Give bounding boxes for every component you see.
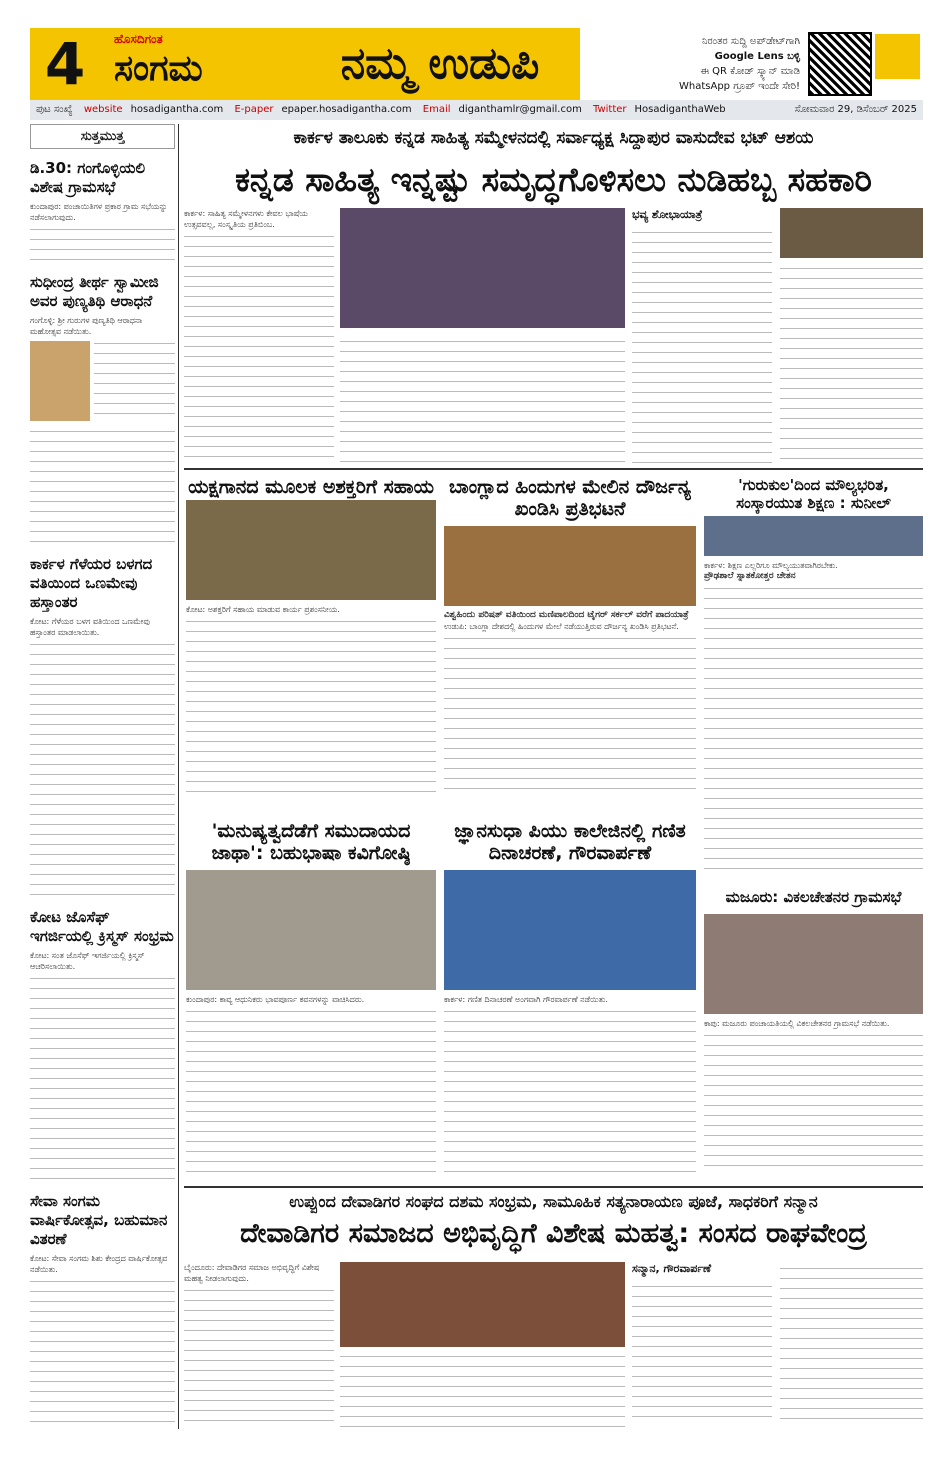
email-link[interactable]: diganthamlr@gmail.com [458,104,582,115]
text-lines [340,1350,625,1427]
text-lines [30,972,175,1182]
twitter-link[interactable]: HosadiganthaWeb [634,104,726,115]
story-text [704,1018,923,1178]
story-photo [444,870,696,990]
text-lines [184,1284,334,1427]
sidebar-text: ಕೋಟ: ಸೇವಾ ಸಂಗಮ ಶಿಶು ಕೇಂದ್ರದ ವಾರ್ಷಿಕೋತ್ಸವ ನಡೆಯಿತು. [30,1254,168,1274]
text-lines [780,262,923,462]
portrait-photo [30,341,90,421]
text-lines [30,638,175,898]
story-photo [704,516,923,556]
bottom-photo [340,1262,625,1347]
story-headline[interactable]: ಬಾಂಗ್ಲಾದ ಹಿಂದುಗಳ ಮೇಲಿನ ದೌರ್ಜನ್ಯ ಖಂಡಿಸಿ ಪ್ರತಿಭಟನೆ [449,476,691,520]
text-lines [444,1005,696,1175]
qr-line: ಈ QR ಕೋಡ್ ಸ್ಕ್ಯಾನ್ ಮಾಡಿ [700,66,800,77]
story-paragraph: ಕುಂದಾಪುರ: ಕಾವ್ಯ ಆಧುನಿಕರು ಭಾವಪೂರ್ಣ ಕವನಗಳನ್ನು ವಾಚಿಸಿದರು. [186,995,365,1004]
text-lines [30,1275,175,1425]
sidebar-headline[interactable]: ಕೋಟ ಜೊಸೆಫ್ ಇಗರ್ಜಿಯಲ್ಲಿ ಕ್ರಿಸ್ಮಸ್ ಸಂಭ್ರಮ [30,908,174,945]
sidebar-text: ಕುಂದಾಪುರ: ಪಂಚಾಯಿತಿಗಳ ಪ್ರಕಾರ ಗ್ರಾಮ ಸಭೆಯನ್ನು ನಡೆಸಲಾಗುವುದು. [30,202,168,222]
story-paragraph: ಕಾಪು: ಮಜೂರು ಪಂಚಾಯತಿಯಲ್ಲಿ ವಿಕಲಚೇತನರ ಗ್ರಾಮಸಭೆ ನಡೆಯಿತು. [704,1019,890,1028]
epaper-label: E-paper [234,104,274,115]
divider [184,468,923,470]
lead-subhead: ಭವ್ಯ ಶೋಭಾಯಾತ್ರೆ [632,208,703,221]
sidebar-text: ಕೋಟ: ಸಂತ ಜೊಸೆಫ್ ಇಗರ್ಜಿಯಲ್ಲಿ ಕ್ರಿಸ್ಮಸ್ ಆಚರಿಸಲಾಯಿತು. [30,951,145,971]
sidebar-headline[interactable]: ಸುಧೀಂದ್ರ ತೀರ್ಥ ಸ್ವಾಮೀಜಿ ಅವರ ಪುಣ್ಯತಿಥಿ ಆರಾಧನೆ [30,273,159,310]
story-text [186,994,436,1179]
story-photo [186,500,436,600]
story-headline[interactable]: ಜ್ಞಾನಸುಧಾ ಪಿಯು ಕಾಲೇಜಿನಲ್ಲಿ ಗಣಿತ ದಿನಾಚರಣೆ, ಗೌರವಾರ್ಪಣೆ [454,820,686,864]
story-paragraph: ಕಾರ್ಕಳ: ಗಣಿತ ದಿನಾಚರಣೆ ಅಂಗವಾಗಿ ಗೌರವಾರ್ಪಣೆ ನಡೆಯಿತು. [444,995,608,1004]
column-rule [178,124,179,1429]
lead-text [184,208,334,463]
story-text [444,994,696,1179]
bottom-headline[interactable]: ದೇವಾಡಿಗರ ಸಮಾಜದ ಅಭಿವೃದ್ಧಿಗೆ ವಿಶೇಷ ಮಹತ್ವ: ಸಂಸದ ರಾಘವೇಂದ್ರ [240,1218,867,1249]
website-link[interactable]: hosadigantha.com [130,104,224,115]
text-lines [30,425,175,545]
story-text [186,604,436,804]
lead-photo-2 [780,208,923,258]
issue-date: ಸೋಮವಾರ 29, ಡಿಸೆಂಬರ್ 2025 [794,104,917,115]
sidebar-text: ಕೋಟ: ಗೆಳೆಯರ ಬಳಗ ವತಿಯಿಂದ ಒಣಮೇವು ಹಸ್ತಾಂತರ ಮಾಡಲಾಯಿತು. [30,617,150,637]
story-headline[interactable]: ಮಜೂರು: ವಿಕಲಚೇತನರ ಗ್ರಾಮಸಭೆ [725,888,902,906]
brand-logo [100,28,300,100]
twitter-label: Twitter [593,104,627,115]
story-headline[interactable]: ಯಕ್ಷಗಾನದ ಮೂಲಕ ಅಶಕ್ತರಿಗೆ ಸಹಾಯ [188,476,434,498]
pages-label: ಪುಟ ಸಂಖ್ಯೆ [36,104,73,115]
website-label: website [83,104,123,115]
story-photo [704,914,923,1014]
lead-headline[interactable]: ಕನ್ನಡ ಸಾಹಿತ್ಯ ಇನ್ನಷ್ಟು ಸಮೃದ್ಧಗೊಳಿಸಲು ನುಡಿಹಬ್ಬ ಸಹಕಾರಿ [235,160,872,199]
sidebar-headline[interactable]: ಡಿ.30: ಗಂಗೊಳ್ಳಿಯಲಿ ವಿಶೇಷ ಗ್ರಾಮಸಭೆ [30,159,146,196]
story-paragraph: ಉಡುಪಿ: ಬಾಂಗ್ಲಾ ದೇಶದಲ್ಲಿ ಹಿಂದುಗಳ ಮೇಲೆ ನಡೆಯುತ್ತಿರುವ ದೌರ್ಜನ್ಯ ಖಂಡಿಸಿ ಪ್ರತಿಭಟನೆ. [444,622,679,631]
story-headline[interactable]: 'ಮನುಷ್ಯತ್ವದೆಡೆಗೆ ಸಮುದಾಯದ ಜಾಥಾ': ಬಹುಭಾಷಾ ಕವಿಗೋಷ್ಠಿ [211,820,411,864]
section-title: ನಮ್ಮ ಉಡುಪಿ [300,28,580,100]
lead-photo [340,208,625,328]
sidebar [30,124,175,1429]
story-text [444,610,696,805]
lead-side [632,208,772,466]
brand-small: ಹೊಸದಿಗಂತ [114,32,163,46]
text-lines [780,1262,923,1427]
bottom-paragraph: ಬೈಂದೂರು: ದೇವಾಡಿಗರ ಸಮಾಜ ಅಭಿವೃದ್ಧಿಗೆ ವಿಶೇಷ ಮಹತ್ವ ನೀಡಲಾಗುವುದು. [184,1263,320,1283]
sidebar-headline[interactable]: ಕಾರ್ಕಳ ಗೆಳೆಯರ ಬಳಗದ ವತಿಯಿಂದ ಒಣಮೇವು ಹಸ್ತಾಂತರ [30,555,153,611]
sidebar-text: ಗಂಗೊಳ್ಳಿ: ಶ್ರೀ ಗುರುಗಳ ಪುಣ್ಯತಿಥಿ ಆರಾಧನಾ ಮಹೋತ್ಸವ ನಡೆಯಿತು. [30,316,143,336]
bottom-text [184,1262,334,1427]
email-label: Email [422,104,451,115]
accent-square [875,34,920,79]
text-lines [30,223,175,263]
qr-line: ನಿರಂತರ ಸುದ್ದಿ ಅಪ್‌ಡೇಟ್‌ಗಾಗಿ [701,36,800,47]
story-sub: ವಿಶ್ವಹಿಂದು ಪರಿಷತ್ ವತಿಯಿಂದ ಮಣಿಪಾಲದಿಂದ ಟೈಗರ್ ಸರ್ಕಲ್ ವರೆಗೆ ಪಾದಯಾತ್ರೆ [444,610,689,620]
brand-main: ಸಂಗಮ [114,48,203,89]
bottom-side [632,1262,772,1425]
story-text [704,560,923,880]
text-lines [186,615,436,800]
text-lines [184,230,334,463]
text-lines [94,337,175,417]
qr-line: Google Lens ಬಳ್ಳಿ [714,51,800,62]
story-sub: ಪ್ರೌಢಶಾಲೆ ಸ್ನಾತಕೋತ್ತರ ಚೇತನ [704,571,796,581]
text-lines [632,226,772,466]
sidebar-title: ಸುತ್ತಮುತ್ತ [30,124,175,149]
text-lines [186,1005,436,1175]
text-lines [632,1280,772,1425]
sidebar-headline[interactable]: ಸೇವಾ ಸಂಗಮ ವಾರ್ಷಿಕೋತ್ಸವ, ಬಹುಮಾನ ವಿತರಣೆ [30,1192,168,1248]
divider [184,1186,923,1188]
qr-line: WhatsApp ಗ್ರೂಪ್ ಇಂದೇ ಸೇರಿ! [679,81,800,92]
bottom-kicker: ಉಪ್ಪುಂದ ದೇವಾಡಿಗರ ಸಂಘದ ದಶಮ ಸಂಭ್ರಮ, ಸಾಮೂಹಿಕ ಸತ್ಯನಾರಾಯಣ ಪೂಜೆ, ಸಾಧಕರಿಗೆ ಸನ್ಮಾನ [289,1192,818,1211]
story-paragraph: ಕೋಟ: ಅಶಕ್ತರಿಗೆ ಸಹಾಯ ಮಾಡುವ ಕಾರ್ಯ ಪ್ರಶಂಸನೀಯ. [186,605,340,614]
story-photo [186,870,436,990]
text-lines [444,632,696,792]
text-lines [704,582,923,872]
story-headline[interactable]: 'ಗುರುಕುಲ'ದಿಂದ ಮೌಲ್ಯಭರಿತ, ಸಂಸ್ಕಾರಯುತ ಶಿಕ್ಷಣ : ಸುನೀಲ್ [736,476,891,512]
story-photo [444,526,696,606]
qr-caption [600,34,800,94]
qr-code[interactable] [808,32,872,96]
epaper-link[interactable]: epaper.hosadigantha.com [281,104,412,115]
info-bar [30,100,923,120]
bottom-subhead: ಸನ್ಮಾನ, ಗೌರವಾರ್ಪಣೆ [632,1262,712,1275]
lead-kicker: ಕಾರ್ಕಳ ತಾಲೂಕು ಕನ್ನಡ ಸಾಹಿತ್ಯ ಸಮ್ಮೇಳನದಲ್ಲಿ ಸರ್ವಾಧ್ಯಕ್ಷ ಸಿದ್ದಾಪುರ ವಾಸುದೇವ ಭಟ್ ಆಶಯ [293,128,814,148]
text-lines [704,1029,923,1174]
lead-paragraph: ಕಾರ್ಕಳ: ಸಾಹಿತ್ಯ ಸಮ್ಮೇಳನಗಳು ಕೇವಲ ಭಾಷೆಯ ಉತ್ಸವವಲ್ಲ, ಸಂಸ್ಕೃತಿಯ ಪ್ರತಿಬಿಂಬ. [184,209,308,229]
text-lines [340,335,625,463]
story-paragraph: ಕಾರ್ಕಳ: ಶಿಕ್ಷಣ ಎಲ್ಲರಿಗೂ ಮೌಲ್ಯಯುತವಾಗಿರಬೇಕು. [704,561,838,570]
page-number: 4 [30,28,100,100]
